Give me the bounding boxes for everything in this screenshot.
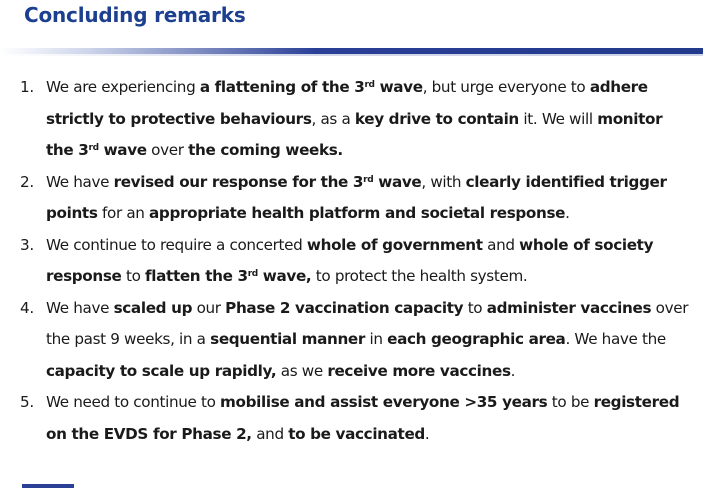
remark-text: We continue to require a concerted (46, 235, 307, 254)
remark-text: it. We will (518, 109, 598, 128)
remark-text-bold: rd (363, 174, 374, 185)
page-title: Concluding remarks (24, 3, 246, 27)
remark-text-bold: receive more vaccines (327, 361, 511, 380)
remark-text: as we (276, 361, 328, 380)
remark-text: and (251, 424, 289, 443)
remark-text-bold: monitor the 3 (46, 109, 663, 159)
remark-text-bold: adhere strictly to protective behaviours (46, 78, 648, 128)
remark-text-bold: registered on the EVDS for Phase 2, (46, 393, 680, 443)
remark-number: 1. (20, 78, 34, 96)
remark-text-bold: appropriate health platform and societal response (149, 204, 566, 222)
remark-text-bold: whole of society response (46, 235, 654, 285)
remarks-list (20, 72, 692, 450)
remark-text-bold: wave (374, 78, 423, 96)
remark-text: in (365, 330, 388, 348)
remark-number: 3. (20, 235, 34, 254)
title-divider-shadow (0, 54, 703, 56)
remark-text: over (146, 141, 189, 159)
remark-text: to (463, 298, 487, 317)
remark-text-bold: rd (247, 269, 258, 279)
remark-text: . (424, 424, 430, 443)
remark-text-bold: each geographic area (387, 330, 566, 348)
remark-text-bold: rd (364, 80, 375, 90)
remark-text: over the past 9 weeks, in a (46, 298, 689, 348)
remark-text: for an (97, 204, 150, 222)
remark-text: , as a (311, 109, 355, 128)
remark-text-bold: capacity to scale up rapidly, (46, 361, 277, 380)
remark-text: We have (46, 172, 114, 191)
remark-text: to protect the health system. (311, 267, 528, 285)
remark-text: . (565, 204, 570, 222)
remark-text-bold: wave (98, 141, 147, 159)
remark-text-bold: the coming weeks. (188, 141, 343, 159)
remark-text-bold: clearly identified trigger points (46, 172, 667, 222)
remark-text: , with (421, 172, 466, 191)
remark-text-bold: Phase 2 vaccination capacity (225, 298, 464, 317)
footer-accent-bar (22, 484, 74, 488)
remark-text: . (510, 361, 516, 380)
remark-text-bold: rd (88, 143, 99, 153)
remark-number: 4. (20, 298, 34, 317)
remark-number: 5. (20, 393, 34, 411)
remark-text-bold: wave (373, 172, 422, 191)
remark-text: . We have the (565, 330, 666, 348)
remark-text-bold: scaled up (113, 298, 193, 317)
remark-text: We have (46, 298, 114, 317)
remark-text-bold: whole of government (306, 235, 483, 254)
remark-item (20, 230, 692, 293)
remark-text: to (121, 267, 146, 285)
remark-text-bold: flatten the 3 (145, 267, 248, 285)
remark-text: We need to continue to (46, 393, 221, 411)
remark-text-bold: revised our response for the 3 (113, 172, 364, 191)
remark-item (20, 167, 692, 230)
remark-text-bold: wave, (257, 267, 312, 285)
remark-number: 2. (20, 172, 34, 191)
remark-text: our (192, 298, 226, 317)
remark-item (20, 387, 692, 450)
remark-item (20, 293, 692, 388)
remark-text-bold: sequential manner (210, 330, 366, 348)
remark-text: and (482, 235, 520, 254)
remark-text-bold: administer vaccines (486, 298, 652, 317)
remark-text: to be (547, 393, 594, 411)
remark-text-bold: to be vaccinated (288, 424, 425, 443)
remark-text: We are experiencing (46, 78, 200, 96)
remark-text-bold: mobilise and assist everyone >35 years (220, 393, 548, 411)
remark-text-bold: key drive to contain (354, 109, 519, 128)
remark-text: , but urge everyone to (422, 78, 590, 96)
remark-text-bold: a flattening of the 3 (199, 78, 365, 96)
remark-item (20, 72, 692, 167)
